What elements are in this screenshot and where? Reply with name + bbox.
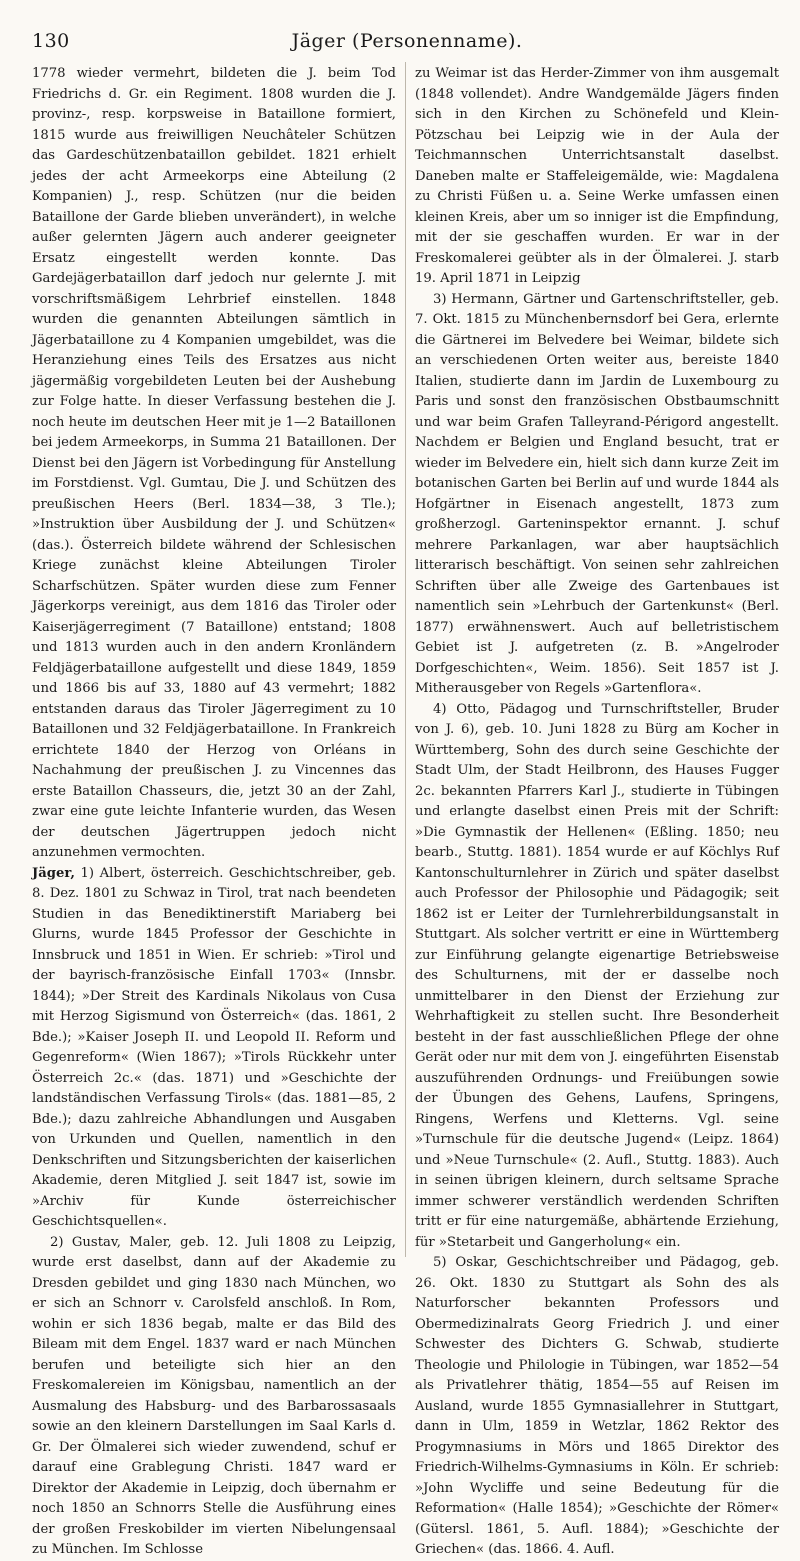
entry-jaeger-hermann: 3) Hermann, Gärtner und Gartenschriftsteller, geb. 7. Okt. 1815 zu Münchenbernsdorf bei Gera, erlernte die Gärtnerei im Belvedere bei Weimar, bildete sich an verschiedenen Orten weiter aus, bereiste 1840 Italien, studierte dann im Jardin de Luxembourg zu Paris und sonst den französischen Obstbaumschnitt und war beim Grafen Talleyrand-Périgord angestellt. Nachdem er Belgien und England besucht, trat er wieder im Belvedere ein, hielt sich dann kurze Zeit im botanischen Garten bei Berlin auf und wurde 1844 als Hofgärtner in Eisenach angestellt, 1873 zum großherzogl. Garteninspektor ernannt. J. schuf mehrere Parkanlagen, war aber hauptsächlich litterarisch beschäftigt. Von seinen sehr zahlreichen Schriften über alle Zweige des Gartenbaues ist namentlich sein »Lehrbuch der Gartenkunst« (Berl. 1877) erwähnenswert. Auch auf belletristischem Gebiet ist J. aufgetreten (z. B. »Angelroder Dorfgeschichten«, Weim. 1856). Seit 1857 ist J. Mitherausgeber von Regels »Gartenflora«. bbox=[415, 291, 779, 696]
entry-jaeger-oskar: 5) Oskar, Geschichtschreiber und Pädagog, geb. 26. Okt. 1830 zu Stuttgart als Sohn des als Naturforscher bekannten Professors und Obermedizinalrats Georg Friedrich J. und einer Schwester des Dichters G. Schwab, studierte Theologie und Philologie in Tübingen, war 1852—54 als Privatlehrer thätig, 1854—55 auf Reisen im Ausland, wurde 1855 Gymnasiallehrer in Stuttgart, dann in Ulm, 1859 in Wetzlar, 1862 Rektor des Progymnasiums in Mörs und 1865 Direktor des Friedrich-Wilhelms-Gymnasiums in Köln. Er schrieb: »John Wycliffe und seine Bedeutung für die Reformation« (Halle 1854); »Geschichte der Römer« (Gütersl. 1861, 5. Aufl. 1884); »Geschichte der Griechen« (das. 1866. 4. Aufl. bbox=[415, 1255, 779, 1557]
entry-jaeger-albert bbox=[32, 864, 396, 1233]
right-column bbox=[415, 64, 779, 1557]
left-column bbox=[32, 64, 396, 1557]
page-number: 130 bbox=[32, 30, 70, 52]
entry-text: 1) Albert, österreich. Geschichtschreiber, geb. 8. Dez. 1801 zu Schwaz in Tirol, trat nach beendeten Studien in das Benediktinerstift Mariaberg bei Glurns, wurde 1845 Professor der Geschichte in Innsbruck und 1851 in Wien. Er schrieb: »Tirol und der bayrisch-französische Einfall 1703« (Innsbr. 1844); »Der Streit des Kardinals Nikolaus von Cusa mit Herzog Sigismund von Österreich« (das. 1861, 2 Bde.); »Kaiser Joseph II. und Leopold II. Reform und Gegenreform« (Wien 1867); »Tirols Rückkehr unter Österreich 2c.« (das. 1871) und »Geschichte der landständischen Verfassung Tirols« (das. 1881—85, 2 Bde.); dazu zahlreiche Abhandlungen und Ausgaben von Urkunden und Quellen, namentlich in den Denkschriften und Sitzungsberichten der kaiserlichen Akademie, deren Mitglied J. seit 1847 ist, sowie im »Archiv für Kunde österreichischer Geschichtsquellen«. bbox=[32, 865, 396, 1229]
headword: Jäger, bbox=[32, 865, 75, 881]
entry-jaeger-otto: 4) Otto, Pädagog und Turnschriftsteller, Bruder von J. 6), geb. 10. Juni 1828 zu Bürg am Kocher in Württemberg, Sohn des durch seine Geschichte der Stadt Ulm, der Stadt Heilbronn, des Hauses Fugger 2c. bekannten Pfarrers Karl J., studierte in Tübingen und erlangte daselbst einen Preis mit der Schrift: »Die Gymnastik der Hellenen« (Eßling. 1850; neu bearb., Stuttg. 1881). 1854 wurde er auf Köchlys Ruf Kantonschulturnlehrer in Zürich und später daselbst auch Professor der Philosophie und Pädagogik; seit 1862 ist er Leiter der Turnlehrerbildungsanstalt in Stuttgart. Als solcher vertritt er eine in Württemberg zur Einführung gelangte eigenartige Betriebsweise des Schulturnens, mit der er dasselbe noch unmittelbarer in den Dienst der Erziehung zur Wehrhaftigkeit zu stellen sucht. Ihre Besonderheit besteht in der fast ausschließlichen Pflege der ohne Gerät oder nur mit dem von J. eingeführten Eisenstab auszuführenden Ordnungs- und Freiübungen sowie der Übungen des Gehens, Laufens, Springens, Ringens, Werfens und Kletterns. Vgl. seine »Turnschule für die deutsche Jugend« (Leipz. 1864) und »Neue Turnschule« (2. Aufl., Stuttg. 1883). Auch in seinen übrigen kleinern, durch seltsame Sprache immer schwerer verständlich werdenden Schriften tritt er für eine naturgemäße, abhärtende Erziehung, für »Stetarbeit und Gangerholung« ein. bbox=[415, 701, 779, 1250]
entry-jaeger-gustav: 2) Gustav, Maler, geb. 12. Juli 1808 zu Leipzig, wurde erst daselbst, dann auf der Akademie zu Dresden gebildet und ging 1830 nach München, wo er sich an Schnorr v. Carolsfeld anschloß. In Rom, wohin er sich 1836 begab, malte er das Bild des Bileam mit dem Engel. 1837 ward er nach München berufen und beteiligte sich hier an den Freskomalereien im Königsbau, namentlich an der Ausmalung des Habsburg- und des Barbarossasaals sowie an den kleinern Darstellungen im Saal Karls d. Gr. Der Ölmalerei sich wieder zuwendend, schuf er darauf eine Grablegung Christi. 1847 ward er Direktor der Akademie in Leipzig, doch übernahm er noch 1850 an Schnorrs Stelle die Ausführung eines der großen Freskobilder im vierten Nibelungensaal zu München. Im Schlosse bbox=[32, 1234, 396, 1557]
column-divider bbox=[405, 62, 406, 1257]
paragraph-continuation: 1778 wieder vermehrt, bildeten die J. beim Tod Friedrichs d. Gr. ein Regiment. 1808 wurden die J. provinz-, resp. korpsweise in Bataillone formiert, 1815 wurde aus freiwilligen Neuchâteler Schützen das Gardeschützenbataillon gebildet. 1821 erhielt jedes der acht Armeekorps eine Abteilung (2 Kompanien) J., resp. Schützen (nur die beiden Bataillone der Garde blieben unverändert), in welche außer gelernten Jägern auch anderer geeigneter Ersatz eingestellt werden konnte. Das Gardejägerbataillon darf jedoch nur gelernte J. mit vorschriftsmäßigem Lehrbrief einstellen. 1848 wurden die genannten Abteilungen sämtlich in Jägerbataillone zu 4 Kompanien umgebildet, was die Heranziehung eines Teils des Ersatzes aus nicht jägermäßig vorgebildeten Leuten bei der Aushebung zur Folge hatte. In dieser Verfassung bestehen die J. noch heute im deutschen Heer mit je 1—2 Bataillonen bei jedem Armeekorps, in Summa 21 Bataillonen. Der Dienst bei den Jägern ist Vorbedingung für Anstellung im Forstdienst. Vgl. Gumtau, Die J. und Schützen des preußischen Heers (Berl. 1834—38, 3 Tle.); »Instruktion über Ausbildung der J. und Schützen« (das.). Österreich bildete während der Schlesischen Kriege zunächst kleine Abteilungen Tiroler Scharfschützen. Später wurden diese zum Fenner Jägerkorps vereinigt, aus dem 1816 das Tiroler oder Kaiserjägerregiment (7 Bataillone) entstand; 1808 und 1813 wurden auch in den andern Kronländern Feldjägerbataillone aufgestellt und diese 1849, 1859 und 1866 bis auf 33, 1880 auf 43 vermehrt; 1882 entstanden daraus das Tiroler Jägerregiment zu 10 Bataillonen und 32 Feldjägerbataillone. In Frankreich errichtete 1840 der Herzog von Orléans in Nachahmung der preußischen J. zu Vincennes das erste Bataillon Chasseurs, die, jetzt 30 an der Zahl, zwar eine gute leichte Infanterie wurden, das Wesen der deutschen Jägertruppen jedoch nicht anzunehmen vermochten. bbox=[32, 66, 396, 860]
paragraph-continuation-gustav: zu Weimar ist das Herder-Zimmer von ihm ausgemalt (1848 vollendet). Andre Wandgemälde Jägers finden sich in den Kirchen zu Schönefeld und Klein-Pötzschau bei Leipzig wie in der Aula der Teichmannschen Unterrichtsanstalt daselbst. Daneben malte er Staffeleigemälde, wie: Magdalena zu Christi Füßen u. a. Seine Werke umfassen einen kleinen Kreis, aber um so inniger ist die Empfindung, mit der sie geschaffen wurden. Er war in der Freskomalerei geübter als in der Ölmalerei. J. starb 19. April 1871 in Leipzig bbox=[415, 66, 779, 286]
page-header bbox=[32, 28, 782, 62]
running-head: Jäger (Personenname). bbox=[291, 30, 523, 52]
